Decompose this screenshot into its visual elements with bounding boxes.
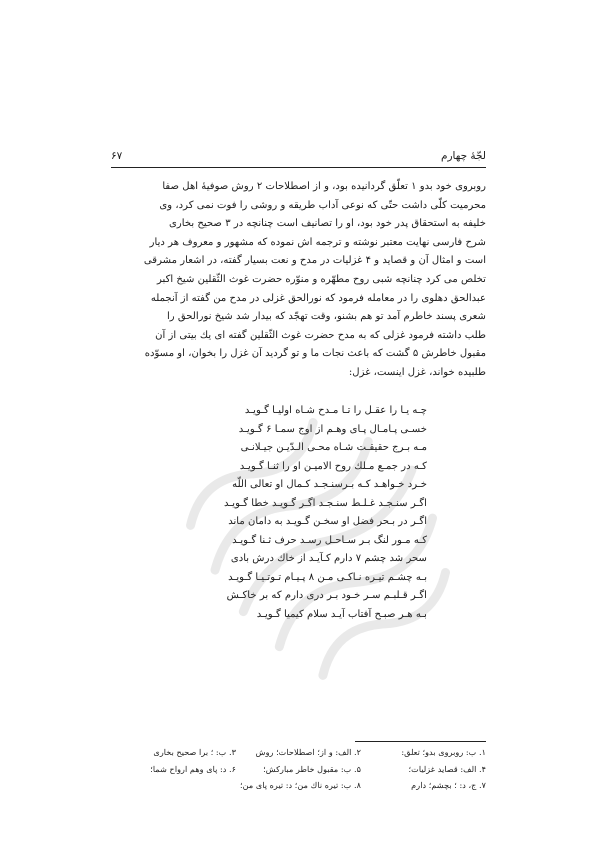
body-line: است و امثال آن و قصاید و ۴ غزلیات در مدح و نعت بسیار گفته، در اشعار مشرقی <box>143 255 486 267</box>
footnote: ۸. ب: تیره ناك من؛ د: تیره پای من؛ <box>240 780 361 790</box>
footnote <box>111 777 236 794</box>
body-line: تخلص می کرد چنانچه شبی روح مطهّره و منوّره حضرت غوث الثّقلین شیخ اکبر <box>156 273 486 285</box>
poem-verse: بـه چشـم تیـره نـاکـی مـن ۸ پـیـام تـوتـیـا گـویـد <box>228 571 427 583</box>
footnote: ۶. د: پای وهم ارواح شما؛ <box>150 763 236 774</box>
footnote-rule <box>355 741 486 742</box>
body-line: خلیفه به استحقاق پدر خود بود، او را تصانیف است چنانچه در ۳ صحیح بخاری <box>168 218 486 230</box>
body-line: محرمیت کلّی داشت حتّی که نوعی آداب طریقه و روشی را فوت نمی کرد، وی <box>159 199 486 211</box>
footnote: ۵. ب: مقبول خاطر مبارکش؛ <box>263 763 361 774</box>
poem-verse: سحر شد چشم ۷ دارم کـآیـد از خاك درش بادی <box>230 553 427 564</box>
poem <box>167 402 427 624</box>
poem-verse: کـه مـور لنگ بـر سـاحـل رسـد حرف ثـنا گـویـد <box>232 534 427 546</box>
footnote-row <box>111 744 486 761</box>
body-line: طلب داشته فرمود غزلی که به مدح حضرت غوث الثّقلین گفته ای یك بیتی از آن <box>155 329 486 341</box>
poem-verse: اگـر سنـجـد غـلـط سنـجـد اگـر گـویـد خطا گـویـد <box>224 497 427 509</box>
running-header <box>111 150 486 166</box>
body-line: شرح فارسی نهایت معتبر نوشته و ترجمه اش نموده که مشهور و معروف هر دیار <box>149 236 486 248</box>
body-line: مقبول خاطرش ۵ گشت که باعث نجات ما و تو گردید آن غزل را بخوان، او مسوّده <box>144 348 486 360</box>
poem-verse: اگـر قـلبـم سـر خـود بـر دری دارم که بر خاکـش <box>226 590 427 601</box>
poem-verse: مـه بـرج حقیقـت شـاه محـی الـدّیـن جیـلانـی <box>240 442 427 453</box>
footnote: ۴. الف: قصاید غزلیات؛ <box>408 763 486 774</box>
poem-verse: خـرد خـواهـد کـه بـرسنـجـد کـمال او تعالی اللّه <box>232 479 427 490</box>
body-line: عبدالحق دهلوی را در معامله فرمود که نورالحق غزلی در مدح من گفته از آنجمله <box>150 292 486 304</box>
poem-verse: خسـی پـامـال پـای وهـم از اوج سمـا ۶ گـویـد <box>238 423 427 435</box>
body-paragraph <box>111 178 486 383</box>
footnote: ۳. ب: ؛ برا صحیح بخاری <box>153 747 236 757</box>
page-number: ۶۷ <box>111 150 123 162</box>
footnote-row <box>111 761 486 778</box>
poem-verse: اگـر در بـحر فضل او سخـن گـویـد به دامان ماند <box>228 516 427 527</box>
body-line: شعری پسند خاطرم آمد تو هم بشنو، وقت تهجّد که بیدار شد شیخ نورالحق را <box>166 311 486 323</box>
footnotes <box>111 744 486 794</box>
header-rule <box>111 167 486 168</box>
poem-verse: کـه در جمـع مـلك روح الامیـن او را ثنـا گـویـد <box>239 460 427 472</box>
body-line: طلبیده خواند، غزل اینست، غزل: <box>348 366 486 378</box>
chapter-title: لجّۀ چهارم <box>440 150 486 162</box>
footnote: ۲. الف: و از؛ اصطلاحات؛ روش <box>255 747 361 757</box>
footnote: ۷. ج، د: ؛ بچشم؛ دارم <box>411 780 486 790</box>
poem-verse: چـه یـا را عقـل را تـا مـدح شـاه اولیـا گـویـد <box>244 405 427 416</box>
body-line: روبروی خود بدو ۱ تعلّق گردانیده بود، و از اصطلاحات ۲ روش صوفیۀ اهل صفا <box>162 181 486 192</box>
footnote-row <box>111 777 486 794</box>
poem-verse: بـه هـر صبـح آفتاب آیـد سلام کیمیا گـویـد <box>256 608 427 620</box>
footnote: ۱. ب: روبروی بدو؛ تعلق: <box>401 747 486 757</box>
